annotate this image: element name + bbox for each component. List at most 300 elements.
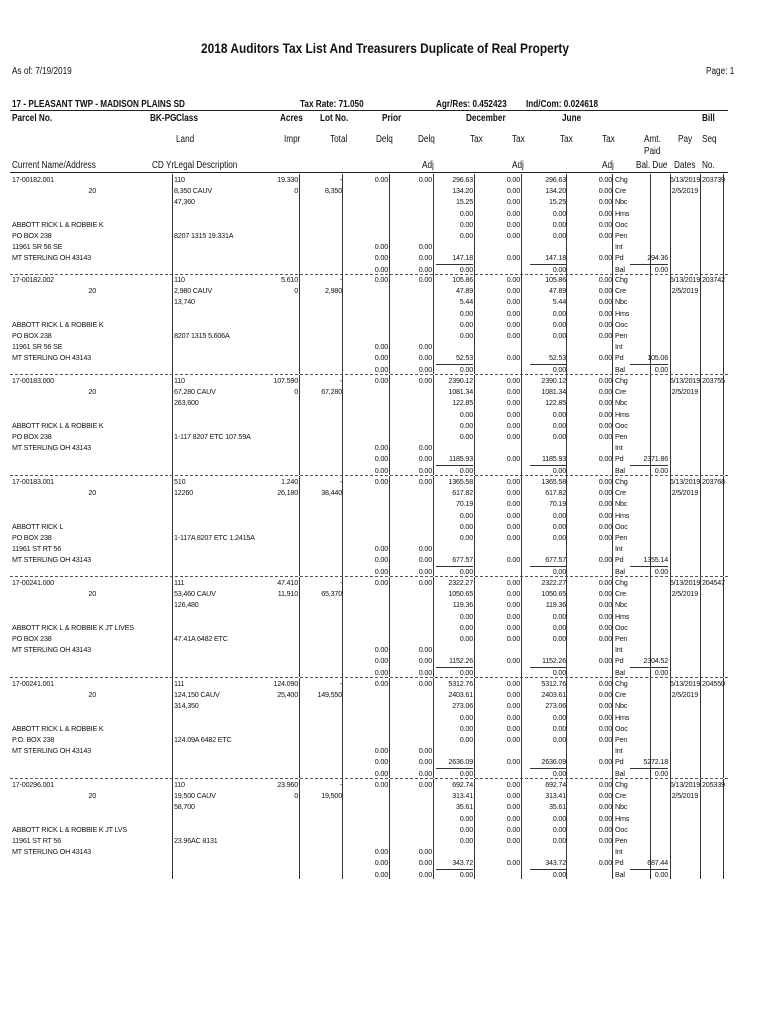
land-value: 67,280 CAUV (174, 387, 216, 397)
june-adj: 0.00 (598, 420, 612, 430)
land-value: 124,150 CAUV (174, 690, 220, 700)
december-adj: 0.00 (506, 813, 520, 823)
tax-rate: Tax Rate: 71.050 (300, 99, 364, 110)
parcel-record (0, 476, 770, 576)
june-tax: 0.00 (552, 869, 566, 879)
row-label: Pd (615, 656, 624, 666)
row-label: Pd (615, 858, 624, 868)
june-tax: 1185.93 (530, 453, 566, 465)
row-label: Ooc (615, 723, 628, 733)
prior-delq-adj: 0.00 (418, 242, 432, 252)
december-adj: 0.00 (506, 656, 520, 666)
june-tax: 0.00 (552, 331, 566, 340)
acres: 47.410 (277, 578, 298, 587)
row-label: Chg (615, 578, 628, 587)
june-tax: 0.00 (552, 510, 566, 520)
june-adj: 0.00 (598, 409, 612, 419)
row-label: Nbc (615, 197, 628, 207)
total-value: 263,600 (174, 398, 199, 408)
december-tax: 1081.34 (448, 387, 473, 397)
prior-delq-adj: 0.00 (418, 847, 432, 857)
june-adj: 0.00 (598, 780, 612, 789)
june-adj: 0.00 (598, 600, 612, 610)
balance-due: 0.00 (654, 465, 668, 475)
amount-paid: 1355.14 (630, 554, 668, 566)
june-adj: 0.00 (598, 477, 612, 486)
row-label: Ooc (615, 219, 628, 229)
improvement-value: 0 (294, 791, 298, 801)
june-adj: 0.00 (598, 231, 612, 240)
row-label: Cre (615, 589, 626, 599)
row-label: Int (615, 544, 623, 554)
row-label: Ooc (615, 622, 628, 632)
class-code: 111 (174, 578, 185, 587)
header-amt: Amt. (644, 134, 661, 145)
pay-date: 6/13/2019 (669, 780, 700, 789)
row-label: Pen (615, 634, 628, 643)
bill-seq-no: 205339 (702, 780, 725, 789)
class-code: 111 (174, 679, 185, 688)
prior-delq-adj: 0.00 (418, 264, 432, 274)
bill-seq-no: 204547 (702, 578, 725, 587)
row-label: Cre (615, 186, 626, 196)
december-adj: 0.00 (506, 757, 520, 767)
december-tax: 47.89 (456, 286, 473, 296)
december-tax: 0.00 (459, 735, 473, 744)
december-tax: 0.00 (459, 533, 473, 542)
pay-date: 6/13/2019 (669, 679, 700, 688)
row-label: Bal (615, 264, 625, 274)
december-tax: 147.18 (436, 252, 473, 264)
june-adj: 0.00 (598, 622, 612, 632)
prior-delq: 0.00 (374, 656, 388, 666)
header-land: Land (176, 134, 195, 145)
row-label: Nbc (615, 398, 628, 408)
header-adj-2: Adj (512, 160, 524, 171)
june-tax: 677.57 (530, 554, 566, 566)
header-pay: Pay (678, 134, 693, 145)
june-adj: 0.00 (598, 353, 612, 363)
june-tax: 0.00 (552, 264, 566, 274)
december-tax: 0.00 (459, 611, 473, 621)
bill-seq-no: 204550 (702, 679, 725, 688)
acres: 107.590 (273, 376, 298, 385)
prior-delq-adj: 0.00 (418, 555, 432, 565)
prior-delq: 0.00 (374, 253, 388, 263)
improvement-value: 0 (294, 186, 298, 196)
december-adj: 0.00 (506, 454, 520, 464)
june-tax: 0.00 (552, 824, 566, 834)
december-tax: 1152.26 (436, 655, 473, 667)
december-tax: 5312.76 (448, 679, 473, 688)
december-adj: 0.00 (506, 499, 520, 509)
december-adj: 0.00 (506, 197, 520, 207)
lot-no: - (339, 477, 342, 486)
row-label: Ooc (615, 521, 628, 531)
prior-delq: 0.00 (374, 242, 388, 252)
owner-address-line: MT STERLING OH 43143 (12, 253, 91, 263)
june-adj: 0.00 (598, 701, 612, 711)
december-tax: 0.00 (459, 634, 473, 643)
december-tax: 0.00 (459, 712, 473, 722)
parcel-record (0, 678, 770, 778)
june-adj: 0.00 (598, 275, 612, 284)
june-adj: 0.00 (598, 219, 612, 229)
row-label: Int (615, 242, 623, 252)
row-label: Pen (615, 836, 628, 845)
december-tax: 692.74 (452, 780, 473, 789)
december-adj: 0.00 (506, 521, 520, 531)
june-tax: 0.00 (552, 723, 566, 733)
balance-due: 0.00 (654, 364, 668, 374)
december-tax: 5.44 (459, 297, 473, 307)
owner-address-line: ABBOTT RICK L & ROBBIE K (12, 420, 104, 430)
june-adj: 0.00 (598, 735, 612, 744)
june-tax: 0.00 (552, 432, 566, 441)
december-tax: 0.00 (459, 510, 473, 520)
row-label: Hms (615, 409, 630, 419)
cd-year: 20 (88, 387, 96, 397)
improvement-value: 0 (294, 387, 298, 397)
header-parcel-no: Parcel No. (12, 113, 53, 124)
june-adj: 0.00 (598, 858, 612, 868)
june-adj: 0.00 (598, 510, 612, 520)
prior-delq-adj: 0.00 (418, 667, 432, 677)
december-tax: 0.00 (459, 836, 473, 845)
header-tax-december: Tax (470, 134, 483, 145)
prior-delq-adj: 0.00 (418, 869, 432, 879)
december-adj: 0.00 (506, 611, 520, 621)
june-adj: 0.00 (598, 432, 612, 441)
december-adj: 0.00 (506, 275, 520, 284)
prior-delq-adj: 0.00 (418, 275, 432, 284)
december-adj: 0.00 (506, 387, 520, 397)
row-label: Cre (615, 286, 626, 296)
legal-description: 23.96AC 8131 (174, 836, 218, 845)
header-legal-description: Legal Description (174, 160, 238, 171)
header-impr: Impr (284, 134, 301, 145)
june-tax: 0.00 (552, 622, 566, 632)
legal-description: 8207 1315 19.331A (174, 231, 234, 240)
acres: 19.330 (277, 175, 298, 184)
prior-delq-adj: 0.00 (418, 566, 432, 576)
prior-delq: 0.00 (374, 847, 388, 857)
june-tax: 2322.27 (541, 578, 566, 587)
june-adj: 0.00 (598, 679, 612, 688)
row-label: Int (615, 645, 623, 655)
december-tax: 0.00 (459, 331, 473, 340)
december-adj: 0.00 (506, 712, 520, 722)
improvement-value: 11,910 (277, 589, 298, 599)
prior-delq-adj: 0.00 (418, 443, 432, 453)
december-adj: 0.00 (506, 701, 520, 711)
row-label: Cre (615, 690, 626, 700)
december-adj: 0.00 (506, 634, 520, 643)
december-adj: 0.00 (506, 723, 520, 733)
december-tax: 0.00 (459, 364, 473, 374)
balance-due: 0.00 (654, 869, 668, 879)
total-value: 126,480 (174, 600, 199, 610)
june-adj: 0.00 (598, 308, 612, 318)
december-tax: 1185.93 (436, 453, 473, 465)
june-tax: 15.25 (549, 197, 566, 207)
amount-paid: 294.36 (630, 252, 668, 264)
header-class: Class (176, 113, 198, 124)
december-tax: 2322.27 (448, 578, 473, 587)
owner-address-line: MT STERLING OH 43143 (12, 847, 91, 857)
prior-delq: 0.00 (374, 353, 388, 363)
december-adj: 0.00 (506, 231, 520, 240)
total-value: 58,700 (174, 802, 195, 812)
prior-delq: 0.00 (374, 667, 388, 677)
june-adj: 0.00 (598, 387, 612, 397)
row-label: Ooc (615, 824, 628, 834)
land-value: 2,980 CAUV (174, 286, 212, 296)
row-label: Chg (615, 175, 628, 184)
june-adj: 0.00 (598, 824, 612, 834)
header-adj-1: Adj (422, 160, 434, 171)
header-cd-yr: CD Yr (152, 160, 175, 171)
lot-no: - (339, 780, 342, 789)
june-adj: 0.00 (598, 186, 612, 196)
june-tax: 134.20 (545, 186, 566, 196)
december-tax: 313.41 (452, 791, 473, 801)
owner-address-line: 11961 ST RT 56 (12, 836, 62, 845)
row-label: Pen (615, 432, 628, 441)
row-label: Chg (615, 376, 628, 385)
total-assessed: 65,370 (321, 589, 342, 599)
bill-seq-no: 203739 (702, 175, 725, 184)
june-tax: 0.00 (552, 409, 566, 419)
december-adj: 0.00 (506, 690, 520, 700)
december-tax: 0.00 (459, 208, 473, 218)
december-tax: 0.00 (459, 420, 473, 430)
december-adj: 0.00 (506, 253, 520, 263)
pay-date: 2/5/2019 (671, 690, 698, 700)
june-adj: 0.00 (598, 611, 612, 621)
parcel-record (0, 779, 770, 879)
row-label: Pd (615, 757, 624, 767)
december-tax: 0.00 (459, 465, 473, 475)
december-tax: 52.53 (436, 352, 473, 364)
header-tax-december-2: Tax (512, 134, 525, 145)
december-adj: 0.00 (506, 836, 520, 845)
december-tax: 134.20 (452, 186, 473, 196)
december-tax: 296.63 (452, 175, 473, 184)
june-tax: 2403.61 (541, 690, 566, 700)
prior-delq: 0.00 (374, 342, 388, 352)
owner-address-line: MT STERLING OH 43143 (12, 645, 91, 655)
row-label: Ooc (615, 420, 628, 430)
prior-delq-adj: 0.00 (418, 353, 432, 363)
prior-delq-adj: 0.00 (418, 465, 432, 475)
pay-date: 6/13/2019 (669, 578, 700, 587)
prior-delq-adj: 0.00 (418, 376, 432, 385)
june-tax: 0.00 (552, 768, 566, 778)
header-total: Total (330, 134, 348, 145)
june-adj: 0.00 (598, 757, 612, 767)
december-tax: 122.85 (452, 398, 473, 408)
pay-date: 6/13/2019 (669, 275, 700, 284)
december-adj: 0.00 (506, 510, 520, 520)
june-tax: 105.86 (545, 275, 566, 284)
total-assessed: 2,980 (325, 286, 342, 296)
cd-year: 20 (88, 791, 96, 801)
pay-date: 6/13/2019 (669, 477, 700, 486)
parcel-number: 17-00182.001 (12, 175, 54, 184)
prior-delq-adj: 0.00 (418, 780, 432, 789)
december-adj: 0.00 (506, 802, 520, 812)
total-assessed: 8,350 (325, 186, 342, 196)
june-tax: 0.00 (552, 308, 566, 318)
total-assessed: 149,550 (317, 690, 342, 700)
acres: 1.240 (281, 477, 298, 486)
december-tax: 0.00 (459, 231, 473, 240)
june-tax: 273.06 (545, 701, 566, 711)
acres: 5.610 (281, 275, 298, 284)
owner-address-line: MT STERLING OH 43143 (12, 353, 91, 363)
row-label: Chg (615, 780, 628, 789)
lot-no: - (339, 175, 342, 184)
row-label: Int (615, 443, 623, 453)
june-adj: 0.00 (598, 376, 612, 385)
december-tax: 0.00 (459, 521, 473, 531)
june-tax: 0.00 (552, 219, 566, 229)
december-adj: 0.00 (506, 208, 520, 218)
december-tax: 2390.12 (448, 376, 473, 385)
owner-address-line: P.O. BOX 238 (12, 735, 55, 744)
december-tax: 15.25 (456, 197, 473, 207)
cd-year: 20 (88, 286, 96, 296)
total-assessed: 19,500 (321, 791, 342, 801)
owner-address-line: MT STERLING OH 43143 (12, 555, 91, 565)
owner-address-line: PO BOX 238 (12, 533, 52, 542)
june-tax: 2390.12 (541, 376, 566, 385)
june-tax: 0.00 (552, 735, 566, 744)
improvement-value: 26,180 (277, 488, 298, 498)
prior-delq: 0.00 (374, 757, 388, 767)
improvement-value: 0 (294, 286, 298, 296)
december-tax: 677.57 (436, 554, 473, 566)
december-tax: 0.00 (459, 813, 473, 823)
december-adj: 0.00 (506, 219, 520, 229)
acres: 124.090 (273, 679, 298, 688)
december-tax: 273.06 (452, 701, 473, 711)
owner-address-line: ABBOTT RICK L & ROBBIE K (12, 319, 104, 329)
december-adj: 0.00 (506, 353, 520, 363)
june-adj: 0.00 (598, 488, 612, 498)
december-adj: 0.00 (506, 600, 520, 610)
june-tax: 5.44 (552, 297, 566, 307)
bill-seq-no: 203742 (702, 275, 725, 284)
header-june: June (562, 113, 582, 124)
june-adj: 0.00 (598, 723, 612, 733)
bill-seq-no: 203755 (702, 376, 725, 385)
row-label: Ooc (615, 319, 628, 329)
legal-description: 1-117 8207 ETC 107.59A (174, 432, 251, 441)
row-label: Nbc (615, 499, 628, 509)
parcel-number: 17-00241.001 (12, 679, 54, 688)
december-tax: 0.00 (459, 869, 473, 879)
june-tax: 0.00 (552, 611, 566, 621)
june-adj: 0.00 (598, 690, 612, 700)
december-adj: 0.00 (506, 297, 520, 307)
header-acres: Acres (280, 113, 303, 124)
amount-paid: 2304.52 (630, 655, 668, 667)
june-adj: 0.00 (598, 656, 612, 666)
total-value: 47,360 (174, 197, 195, 207)
june-adj: 0.00 (598, 712, 612, 722)
as-of-date: As of: 7/19/2019 (12, 66, 72, 77)
june-tax: 0.00 (552, 465, 566, 475)
row-label: Hms (615, 611, 630, 621)
row-label: Pen (615, 231, 628, 240)
december-tax: 0.00 (459, 409, 473, 419)
pay-date: 2/5/2019 (671, 387, 698, 397)
june-tax: 47.89 (549, 286, 566, 296)
row-label: Cre (615, 791, 626, 801)
cd-year: 20 (88, 690, 96, 700)
december-adj: 0.00 (506, 589, 520, 599)
june-tax: 5312.76 (541, 679, 566, 688)
header-adj-3: Adj (602, 160, 614, 171)
land-value: 8,350 CAUV (174, 186, 212, 196)
ind-com-rate: Ind/Com: 0.024618 (526, 99, 599, 110)
row-label: Bal (615, 364, 625, 374)
prior-delq: 0.00 (374, 175, 388, 184)
row-label: Pen (615, 735, 628, 744)
prior-delq: 0.00 (374, 465, 388, 475)
june-tax: 343.72 (530, 857, 566, 869)
improvement-value: 25,400 (277, 690, 298, 700)
december-adj: 0.00 (506, 735, 520, 744)
legal-description: 47.41A 6482 ETC (174, 634, 228, 643)
december-tax: 0.00 (459, 723, 473, 733)
amount-paid: 5272.18 (630, 756, 668, 768)
prior-delq: 0.00 (374, 780, 388, 789)
december-adj: 0.00 (506, 780, 520, 789)
june-adj: 0.00 (598, 589, 612, 599)
header-bill: Bill (702, 113, 715, 124)
december-adj: 0.00 (506, 622, 520, 632)
lot-no: - (339, 376, 342, 385)
june-adj: 0.00 (598, 634, 612, 643)
prior-delq-adj: 0.00 (418, 544, 432, 554)
prior-delq: 0.00 (374, 477, 388, 486)
december-adj: 0.00 (506, 398, 520, 408)
december-adj: 0.00 (506, 409, 520, 419)
december-tax: 35.61 (456, 802, 473, 812)
june-adj: 0.00 (598, 836, 612, 845)
owner-address-line: ABBOTT RICK L & ROBBIE K (12, 219, 104, 229)
row-label: Chg (615, 477, 628, 486)
prior-delq: 0.00 (374, 566, 388, 576)
december-tax: 119.36 (452, 600, 473, 610)
bill-seq-no: 203768 (702, 477, 725, 486)
june-adj: 0.00 (598, 286, 612, 296)
december-adj: 0.00 (506, 331, 520, 340)
june-tax: 313.41 (545, 791, 566, 801)
class-code: 510 (174, 477, 186, 486)
prior-delq: 0.00 (374, 544, 388, 554)
december-adj: 0.00 (506, 376, 520, 385)
header-paid: Paid (644, 146, 661, 157)
prior-delq: 0.00 (374, 679, 388, 688)
december-tax: 1365.58 (448, 477, 473, 486)
june-tax: 1081.34 (541, 387, 566, 397)
owner-address-line: 11961 SR 56 SE (12, 342, 63, 352)
june-adj: 0.00 (598, 175, 612, 184)
